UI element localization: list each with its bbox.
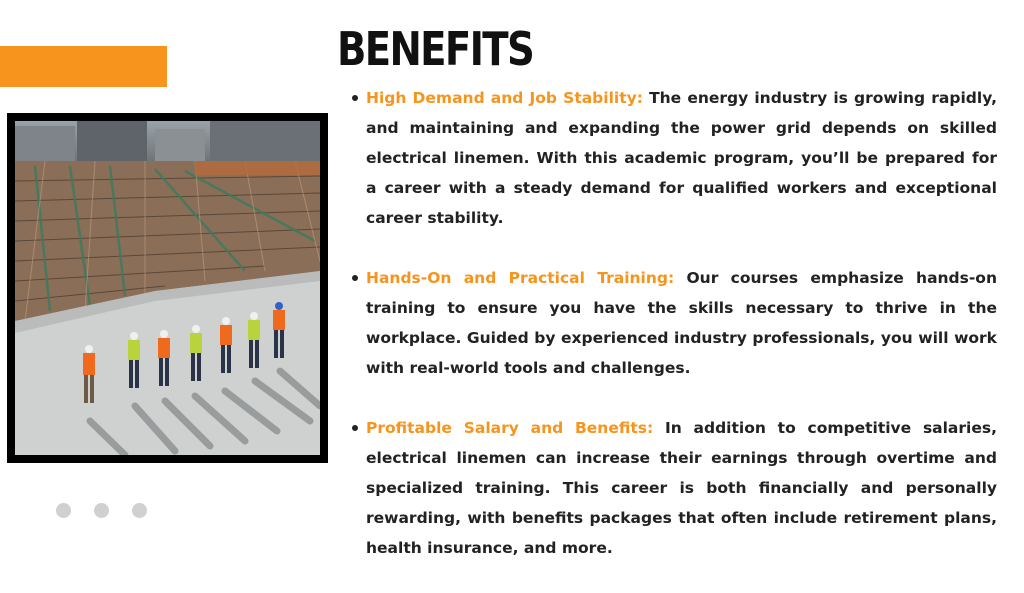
benefit-text: In addition to competitive salaries, electrical linemen can increase their earnings through overtime and specialized training. This career is both financially and personally rewarding, with benefits packages that often include retirement plans, health insurance, and more. xyxy=(366,419,997,557)
pagination-dot xyxy=(94,503,109,518)
photo-frame xyxy=(7,113,328,463)
bullet-icon xyxy=(352,425,358,431)
construction-site-photo xyxy=(15,121,320,455)
benefit-heading: Hands-On and Practical Training: xyxy=(366,269,675,287)
benefit-item xyxy=(352,263,997,383)
benefit-item xyxy=(352,413,997,563)
benefit-heading: High Demand and Job Stability: xyxy=(366,89,643,107)
pagination-dot xyxy=(132,503,147,518)
benefit-heading: Profitable Salary and Benefits: xyxy=(366,419,654,437)
page-title: BENEFITS xyxy=(337,22,534,76)
benefit-item xyxy=(352,83,997,233)
pagination-dot xyxy=(56,503,71,518)
bullet-icon xyxy=(352,275,358,281)
benefit-text: Our courses emphasize hands-on training to ensure you have the skills necessary to thrive in the workplace. Guided by experienced industry professionals, you will work with real-world tools and challenges. xyxy=(366,269,997,377)
accent-bar xyxy=(0,46,167,87)
benefit-text: The energy industry is growing rapidly, and maintaining and expanding the power grid depends on skilled electrical linemen. With this academic program, you’ll be prepared for a career with a steady demand for qualified workers and exceptional career stability. xyxy=(366,89,997,227)
bullet-icon xyxy=(352,95,358,101)
benefits-list xyxy=(352,83,997,593)
